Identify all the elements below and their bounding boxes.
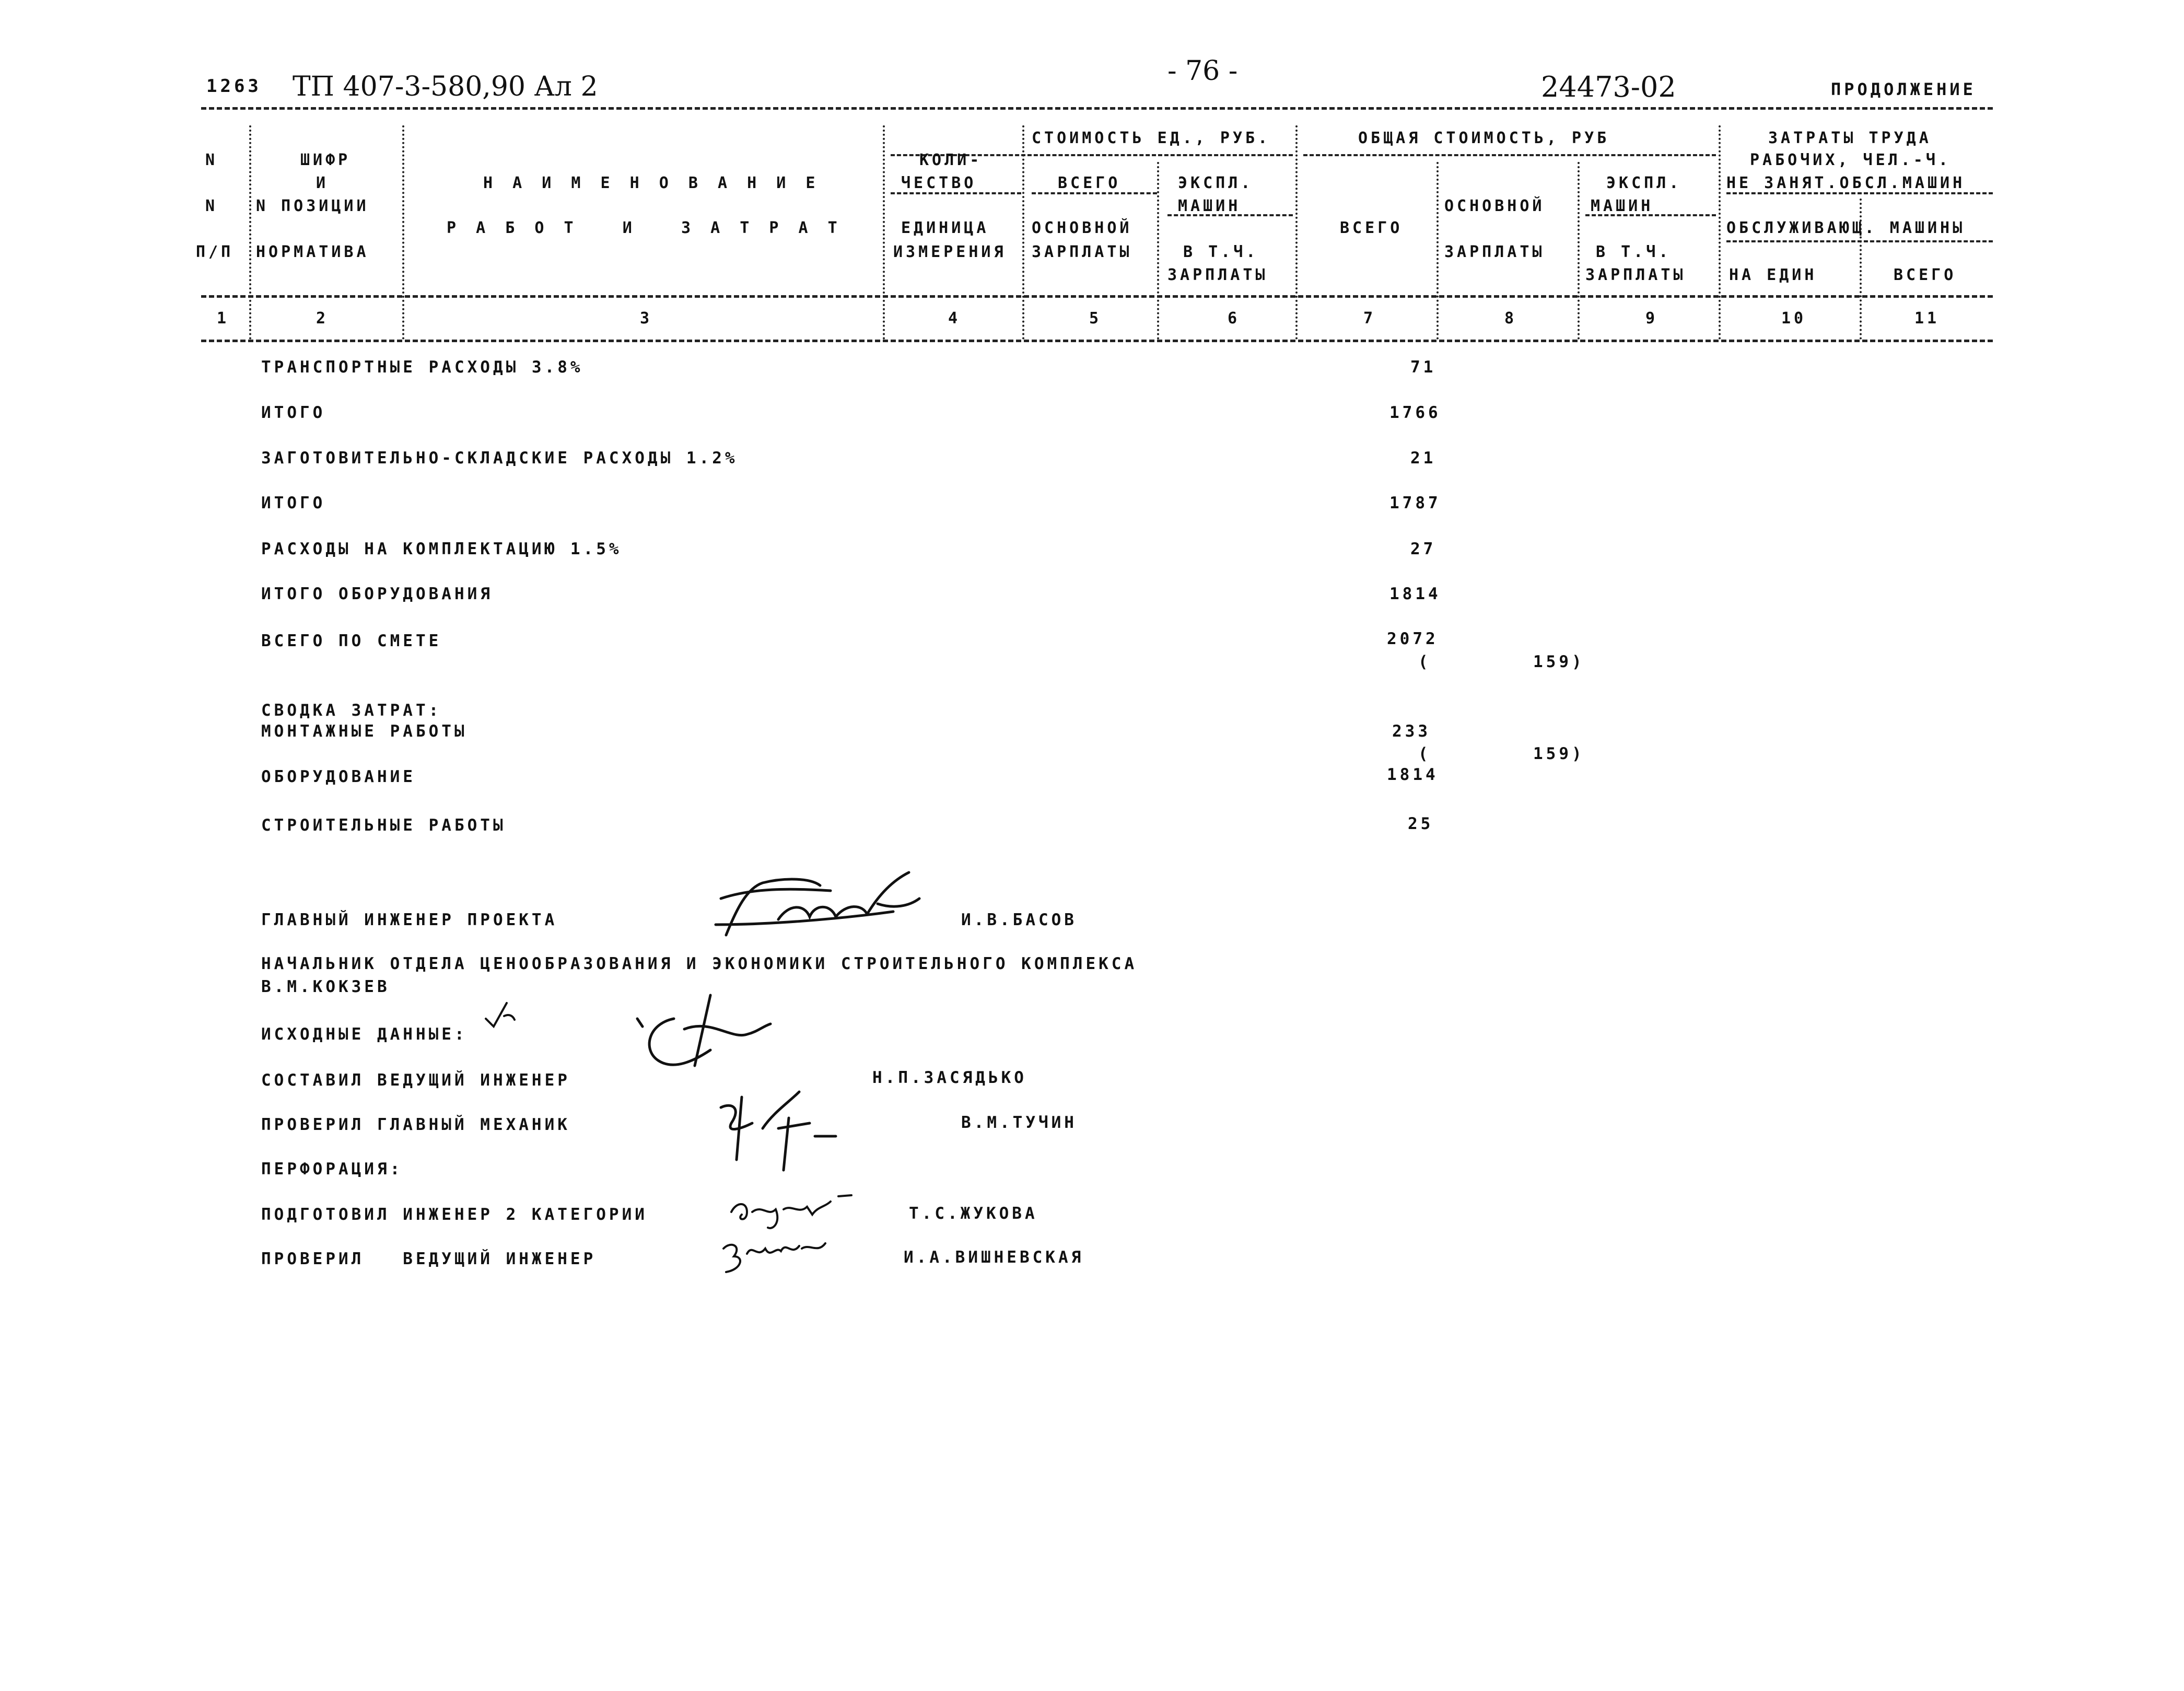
- project-ref: ТП 407-3-580,90 Ал 2: [293, 71, 598, 102]
- compiled-name: Н.П.ЗАСЯДЬКО: [872, 1068, 1027, 1087]
- col-number: 2: [316, 309, 329, 328]
- row-label: ИТОГО ОБОРУДОВАНИЯ: [261, 585, 493, 603]
- row-total: 27: [1410, 540, 1436, 558]
- col-number: 5: [1089, 309, 1102, 328]
- doc-number: 24473-02: [1541, 71, 1676, 103]
- col5-line: ВСЕГО: [1058, 174, 1121, 192]
- labor-group-line: ЗАТРАТЫ ТРУДА: [1768, 129, 1932, 147]
- checked-mech-role: ПРОВЕРИЛ ГЛАВНЫЙ МЕХАНИК: [261, 1115, 570, 1134]
- continuation-label: ПРОДОЛЖЕНИЕ: [1831, 79, 1976, 99]
- row-label: ТРАНСПОРТНЫЕ РАСХОДЫ 3.8%: [261, 358, 583, 377]
- row-total: 1814: [1389, 585, 1441, 603]
- row-label: РАСХОДЫ НА КОМПЛЕКТАЦИЮ 1.5%: [261, 540, 622, 558]
- row-label: СТРОИТЕЛЬНЫЕ РАБОТЫ: [261, 816, 506, 835]
- page-number: - 76 -: [1167, 55, 1238, 87]
- col5-line: ОСНОВНОЙ: [1032, 219, 1132, 237]
- signature-zasyadko: [627, 987, 794, 1076]
- row-total: 2072: [1387, 629, 1439, 648]
- row-total: 21: [1410, 449, 1436, 468]
- col2-line: НОРМАТИВА: [256, 243, 369, 261]
- col-number: 4: [948, 309, 961, 328]
- unit-cost-group: СТОИМОСТЬ ЕД., РУБ.: [1032, 129, 1271, 147]
- col4-line: КОЛИ-: [919, 151, 983, 169]
- row-label: ИТОГО: [261, 403, 326, 422]
- col9-line: В Т.Ч.: [1596, 243, 1672, 261]
- col-number: 9: [1645, 309, 1659, 328]
- row-wage: 159): [1533, 652, 1585, 671]
- checked-lead-role: ПРОВЕРИЛ ВЕДУЩИЙ ИНЖЕНЕР: [261, 1250, 597, 1268]
- signature-basov: [705, 867, 925, 946]
- row-total: 1787: [1389, 494, 1441, 512]
- col6-line: ЗАРПЛАТЫ: [1167, 266, 1268, 284]
- col4-line: ЕДИНИЦА: [901, 219, 989, 237]
- col9-line: МАШИН: [1591, 197, 1654, 215]
- row-total: 1814: [1387, 765, 1439, 784]
- perforation-label: ПЕРФОРАЦИЯ:: [261, 1160, 403, 1179]
- dept-head-name: В.М.КОКЗЕВ: [261, 977, 390, 996]
- col8-line: ОСНОВНОЙ: [1444, 197, 1545, 215]
- chief-engineer-name: И.В.БАСОВ: [961, 911, 1077, 929]
- row-label: ВСЕГО ПО СМЕТЕ: [261, 632, 442, 650]
- row-wage: 159): [1533, 744, 1585, 763]
- col2-line: И: [316, 174, 329, 192]
- col10-line: НА ЕДИН: [1729, 266, 1817, 284]
- row-label: МОНТАЖНЫЕ РАБОТЫ: [261, 722, 468, 741]
- dept-head-role: НАЧАЛЬНИК ОТДЕЛА ЦЕНООБРАЗОВАНИЯ И ЭКОНОМИКИ СТРОИТЕЛЬНОГО КОМПЛЕКСА: [261, 954, 1138, 973]
- col11-line: ВСЕГО: [1894, 266, 1957, 284]
- signature-zhukova: [726, 1186, 862, 1233]
- col1-line: N: [205, 151, 218, 169]
- checked-lead-name: И.А.ВИШНЕВСКАЯ: [904, 1248, 1084, 1267]
- row-total: 71: [1410, 358, 1436, 377]
- col6-line: В Т.Ч.: [1183, 243, 1259, 261]
- signature-vishnevskaya: [716, 1228, 836, 1280]
- sheet-code: 1263: [206, 76, 262, 97]
- prepared-name: Т.С.ЖУКОВА: [909, 1204, 1038, 1223]
- signature-block: [0, 862, 2184, 1280]
- row-label: ОБОРУДОВАНИЕ: [261, 767, 416, 786]
- row-total: 1766: [1389, 403, 1441, 422]
- col1-line: N: [205, 197, 218, 215]
- labor-group-line: РАБОЧИХ, ЧЕЛ.-Ч.: [1750, 151, 1951, 169]
- col8-line: ЗАРПЛАТЫ: [1444, 243, 1545, 261]
- summary-title: СВОДКА ЗАТРАТ:: [261, 701, 442, 720]
- chief-engineer-role: ГЛАВНЫЙ ИНЖЕНЕР ПРОЕКТА: [261, 911, 558, 929]
- source-data-label: ИСХОДНЫЕ ДАННЫЕ:: [261, 1025, 468, 1044]
- col5-line: ЗАРПЛАТЫ: [1032, 243, 1132, 261]
- row-label: ИТОГО: [261, 494, 326, 512]
- col4-line: ИЗМЕРЕНИЯ: [893, 243, 1007, 261]
- row-wage-open: (: [1418, 652, 1431, 671]
- col1-line: П/П: [196, 243, 234, 261]
- col6-line: ЭКСПЛ.: [1178, 174, 1254, 192]
- col-number: 6: [1228, 309, 1241, 328]
- col7-line: ВСЕГО: [1340, 219, 1403, 237]
- col6-line: МАШИН: [1178, 197, 1241, 215]
- row-total: 25: [1408, 814, 1434, 833]
- col-number: 3: [640, 309, 653, 328]
- col-number: 11: [1914, 309, 1940, 328]
- col2-line: N ПОЗИЦИИ: [256, 197, 369, 215]
- total-cost-group: ОБЩАЯ СТОИМОСТЬ, РУБ: [1358, 129, 1610, 147]
- col9-line: ЭКСПЛ.: [1606, 174, 1682, 192]
- col-number: 8: [1504, 309, 1517, 328]
- row-total: 233: [1392, 722, 1431, 741]
- col-number: 1: [217, 309, 230, 328]
- prepared-role: ПОДГОТОВИЛ ИНЖЕНЕР 2 КАТЕГОРИИ: [261, 1205, 648, 1224]
- labor-group-line: ОБСЛУЖИВАЮЩ. МАШИНЫ: [1726, 219, 1966, 237]
- checked-mech-name: В.М.ТУЧИН: [961, 1113, 1077, 1132]
- signature-tuchin: [710, 1087, 867, 1175]
- col2-line: ШИФР: [300, 151, 351, 169]
- col-number: 7: [1363, 309, 1376, 328]
- compiled-role: СОСТАВИЛ ВЕДУЩИЙ ИНЖЕНЕР: [261, 1071, 570, 1090]
- col-number: 10: [1781, 309, 1807, 328]
- row-label: ЗАГОТОВИТЕЛЬНО-СКЛАДСКИЕ РАСХОДЫ 1.2%: [261, 449, 738, 468]
- col4-line: ЧЕСТВО: [901, 174, 977, 192]
- row-wage-open: (: [1418, 744, 1431, 763]
- col3-line: Р А Б О Т И З А Т Р А Т: [447, 219, 843, 237]
- labor-group-line: НЕ ЗАНЯТ.ОБСЛ.МАШИН: [1726, 174, 1966, 192]
- signature-mark: [481, 993, 522, 1034]
- col9-line: ЗАРПЛАТЫ: [1585, 266, 1686, 284]
- col3-line: Н А И М Е Н О В А Н И Е: [483, 174, 821, 192]
